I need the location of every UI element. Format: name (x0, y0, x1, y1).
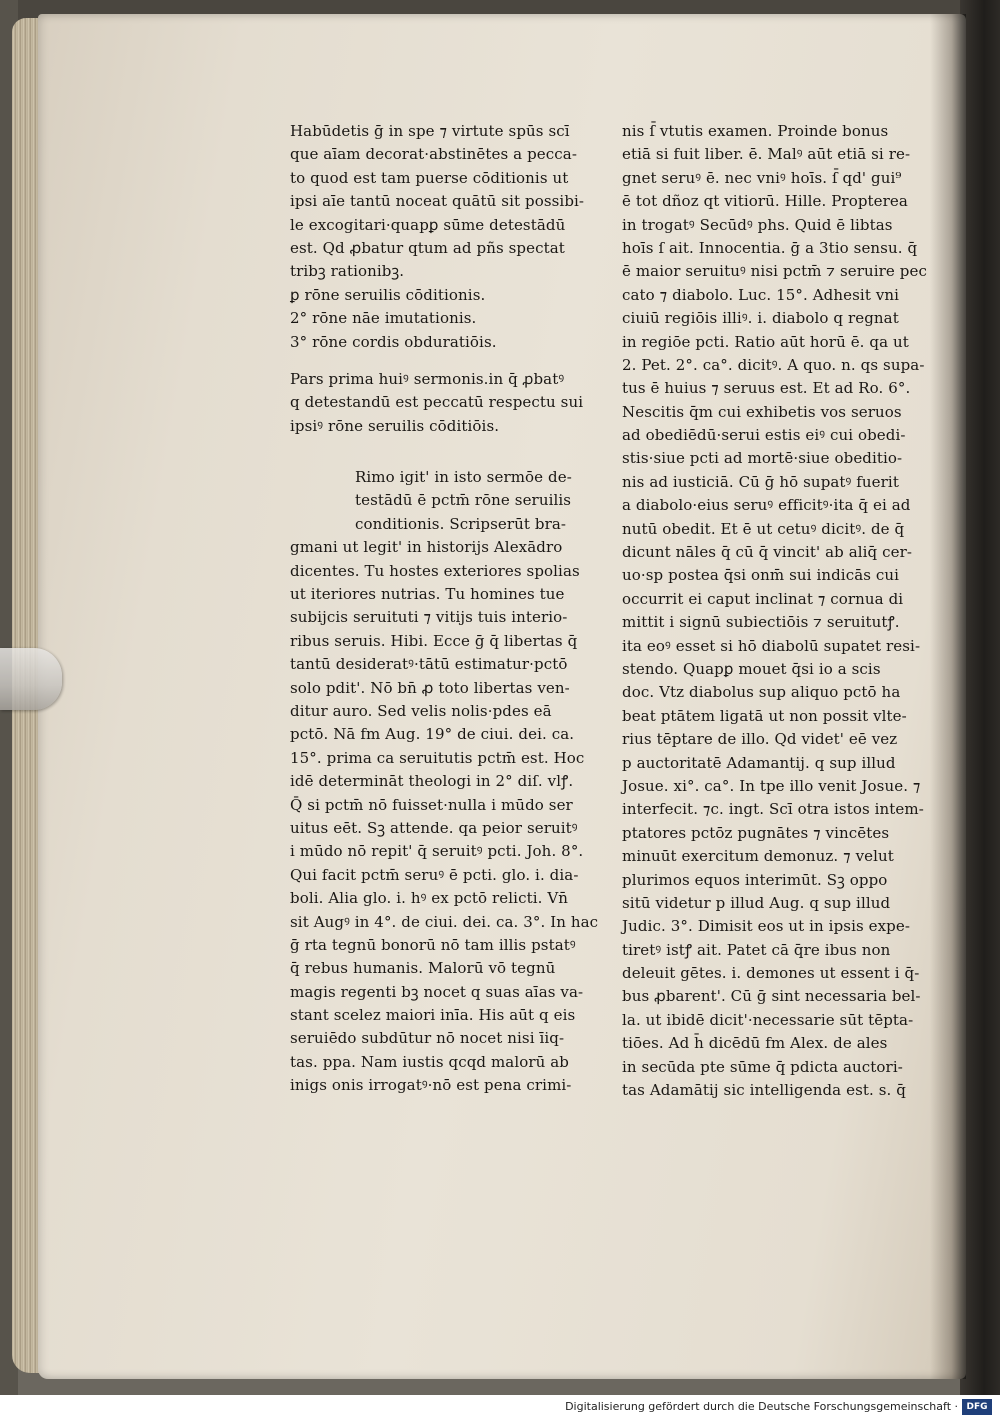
text-line: gmani ut legit' in historijs Alexādro (290, 538, 563, 557)
text-line: in secūda pte sūme q̄ pdicta auctori- (622, 1057, 903, 1076)
text-line: ut iteriores nutrias. Tu homines tue (290, 585, 565, 604)
text-line: est. Qd ꝓbatur qtum ad pñs spectat (290, 238, 565, 257)
paragraph-gap (290, 354, 590, 368)
text-line: occurrit ei caput inclinat ⁊ cornua di (622, 589, 904, 608)
text-line: Josue. xi°. ca°. In tpe illo venit Josue. ⁊ (622, 776, 921, 795)
left-text-column (290, 120, 599, 1098)
text-line: sitū videtur p illud Aug. q sup illud (622, 893, 891, 912)
text-line: stis·siue pcti ad mortē·siue obeditio- (622, 449, 903, 468)
text-line: tus ē huius ⁊ seruus est. Et ad Ro. 6°. (622, 379, 911, 398)
text-line: etiā si fuit liber. ē. Malꝰ aūt etiā si re- (622, 145, 911, 164)
text-line: que aīam decorat·abstinētes a pecca- (290, 145, 577, 164)
text-line: magis regenti bꝫ nocet q suas aīas va- (290, 982, 584, 1001)
text-line: 2° rōne nāe imutationis. (290, 309, 477, 328)
page-clip (0, 648, 62, 710)
text-line: dicentes. Tu hostes exteriores spolias (290, 561, 580, 580)
text-line: ditur auro. Sed velis nolis·pdes eā (290, 701, 552, 720)
text-line: ribus seruis. Hibi. Ecce ḡ q̄ libertas q̄ (290, 631, 578, 650)
text-line: testādū ē pctm̄ rōne seruilis (355, 491, 572, 510)
text-line: stendo. Quapꝑ mouet q̄si io a scis (622, 659, 881, 678)
text-line: gnet seruꝰ ē. nec vniꝰ hoīs. ſ̄ qd' gui⁹ (622, 168, 902, 187)
text-line: rius tēptare de illo. Qd videt' eē vez (622, 730, 898, 749)
right-text-column (622, 120, 927, 1102)
text-line: doc. Vtz diabolus sup aliquo pctō ha (622, 683, 901, 702)
text-line: stant scelez maiori inīa. His aūt q eis (290, 1006, 576, 1025)
text-line: bus ꝓbarent'. Cū ḡ sint necessaria bel- (622, 987, 921, 1006)
text-line: mittit i signū subiectiōis ⁊ seruitutꝭ. (622, 613, 900, 632)
text-line: Rimo igit' in isto sermōe de- (355, 468, 572, 487)
text-line: ḡ rta tegnū bonorū nō tam illis pstatꝰ (290, 935, 576, 954)
text-line: Nescitis q̄m cui exhibetis vos seruos (622, 402, 902, 421)
text-line: 15°. prima ca seruitutis pctm̄ est. Hoc (290, 748, 585, 767)
text-line: cato ⁊ diabolo. Luc. 15°. Adhesit vni (622, 285, 900, 304)
section-heading-line: q detestandū est peccatū respectu sui (290, 393, 584, 412)
text-line: ꝑ rōne seruilis cōditionis. (290, 285, 486, 304)
text-line: in regiōe pcti. Ratio aūt horū ē. qa ut (622, 332, 909, 351)
text-line: a diabolo·eius seruꝰ efficitꝰ·ita q̄ ei ad (622, 496, 911, 515)
text-line: beat ptātem ligatā ut non possit vlte- (622, 706, 907, 725)
text-line: deleuit gētes. i. demones ut essent i q̄- (622, 964, 920, 983)
text-line: seruiēdo subdūtur nō nocet nisi īiq- (290, 1029, 565, 1048)
page-gutter-shadow (930, 14, 966, 1379)
text-line: 3° rōne cordis obduratiōis. (290, 332, 497, 351)
text-line: i mūdo nō repit' q̄ seruitꝰ pcti. Joh. 8°. (290, 842, 584, 861)
text-line: la. ut ibidē dicit'·necessarie sūt tēpta- (622, 1010, 914, 1029)
text-line: Qui facit pctm̄ seruꝰ ē pcti. glo. i. dia- (290, 865, 579, 884)
text-line: tribꝫ rationibꝫ. (290, 262, 405, 281)
text-line: Judic. 3°. Dimisit eos ut in ipsis expe- (622, 917, 911, 936)
text-line: idē determināt theologi in 2° diſ. vlꝭ. (290, 772, 574, 791)
text-line: ciuiū regiōis illiꝰ. i. diabolo q regnat (622, 309, 899, 328)
text-line: tas Adamātij sic intelligenda est. s. q̄ (622, 1081, 906, 1100)
text-line: ē maior seruituꝰ nisi pctm̄ ⁊ seruire pec (622, 262, 927, 281)
text-line: tiretꝰ istꝭ ait. Patet cā q̄re ibus non (622, 940, 891, 959)
dfg-logo: DFG (962, 1399, 992, 1415)
text-line: le excogitari·quapꝑ sūme detestādū (290, 215, 566, 234)
text-line: in trogatꝰ Secūdꝰ phs. Quid ē libtas (622, 215, 893, 234)
text-line: conditionis. Scripserūt bra- (355, 514, 567, 533)
background-right (960, 0, 1000, 1395)
text-line: solo pdit'. Nō bn̄ ꝓ toto libertas ven- (290, 678, 570, 697)
text-line: nis ſ̄ vtutis examen. Proinde bonus (622, 122, 889, 140)
text-line: sit Augꝰ in 4°. de ciui. dei. ca. 3°. In hac (290, 912, 599, 931)
text-line: boli. Alia glo. i. hꝰ ex pctō relicti. Vn̄ (290, 889, 569, 908)
text-line: tantū desideratꝰ·tātū estimatur·pctō (290, 655, 568, 674)
text-line: tiōes. Ad h̄ dicēdū fm Alex. de ales (622, 1034, 888, 1053)
text-line: ptatores pctōz pugnātes ⁊ vincētes (622, 823, 890, 842)
text-line: nis ad iusticiā. Cū ḡ hō supatꝰ fuerit (622, 472, 899, 491)
text-line: ita eoꝰ esset si hō diabolū supatet resi- (622, 636, 921, 655)
text-line: plurimos equos interimūt. Sꝫ oppo (622, 870, 888, 889)
footer-credit: Digitalisierung gefördert durch die Deutsche Forschungsgemeinschaft · (565, 1400, 958, 1413)
text-line: dicunt nāles q̄ cū q̄ vincit' ab aliq̄ cer- (622, 543, 913, 562)
text-line: nutū obedit. Et ē ut cetuꝰ dicitꝰ. de q̄ (622, 519, 905, 538)
section-heading-line: ipsiꝰ rōne seruilis cōditiōis. (290, 416, 500, 435)
text-line: Q̄ si pctm̄ nō fuisset·nulla i mūdo ser (290, 795, 573, 814)
paragraph-gap (290, 438, 590, 452)
text-line: q̄ rebus humanis. Malorū vō tegnū (290, 959, 556, 978)
text-line: to quod est tam puerse cōditionis ut (290, 168, 569, 187)
text-line: ipsi aīe tantū noceat quātū sit possibi- (290, 192, 585, 211)
footer-bar (0, 1395, 1000, 1420)
text-line: subijcis seruituti ⁊ vitijs tuis interio- (290, 608, 568, 627)
text-line: p auctoritatē Adamantij. q sup illud (622, 753, 896, 772)
text-line: inigs onis irrogatꝰ·nō est pena crimi- (290, 1076, 572, 1095)
text-line: Habūdetis ḡ in spe ⁊ virtute spūs scī (290, 122, 570, 140)
text-line: hoīs ſ ait. Innocentia. ḡ a 3tio sensu. q̄ (622, 238, 918, 257)
text-line: 2. Pet. 2°. ca°. dicitꝰ. A quo. n. qs supa- (622, 355, 925, 374)
text-line: minuūt exercitum demonuz. ⁊ velut (622, 847, 894, 866)
paragraph-gap (290, 452, 590, 466)
text-line: uitus eēt. Sꝫ attende. qa peior seruitꝰ (290, 818, 578, 837)
text-line: ad obediēdū·serui estis eiꝰ cui obedi- (622, 426, 906, 445)
text-line: pctō. Nā fm Aug. 19° de ciui. dei. ca. (290, 725, 575, 744)
text-line: tas. ppa. Nam iustis qcqd malorū ab (290, 1052, 570, 1071)
text-line: ē tot dñoz qt vitiorū. Hille. Propterea (622, 192, 908, 211)
section-heading-line: Pars prima huiꝰ sermonis.in q̄ ꝓbatꝰ (290, 369, 565, 388)
text-line: interfecit. ⁊c. ingt. Scī otra istos intem- (622, 800, 924, 819)
text-line: uo·sp postea q̄si onm̄ sui indicās cui (622, 566, 900, 585)
